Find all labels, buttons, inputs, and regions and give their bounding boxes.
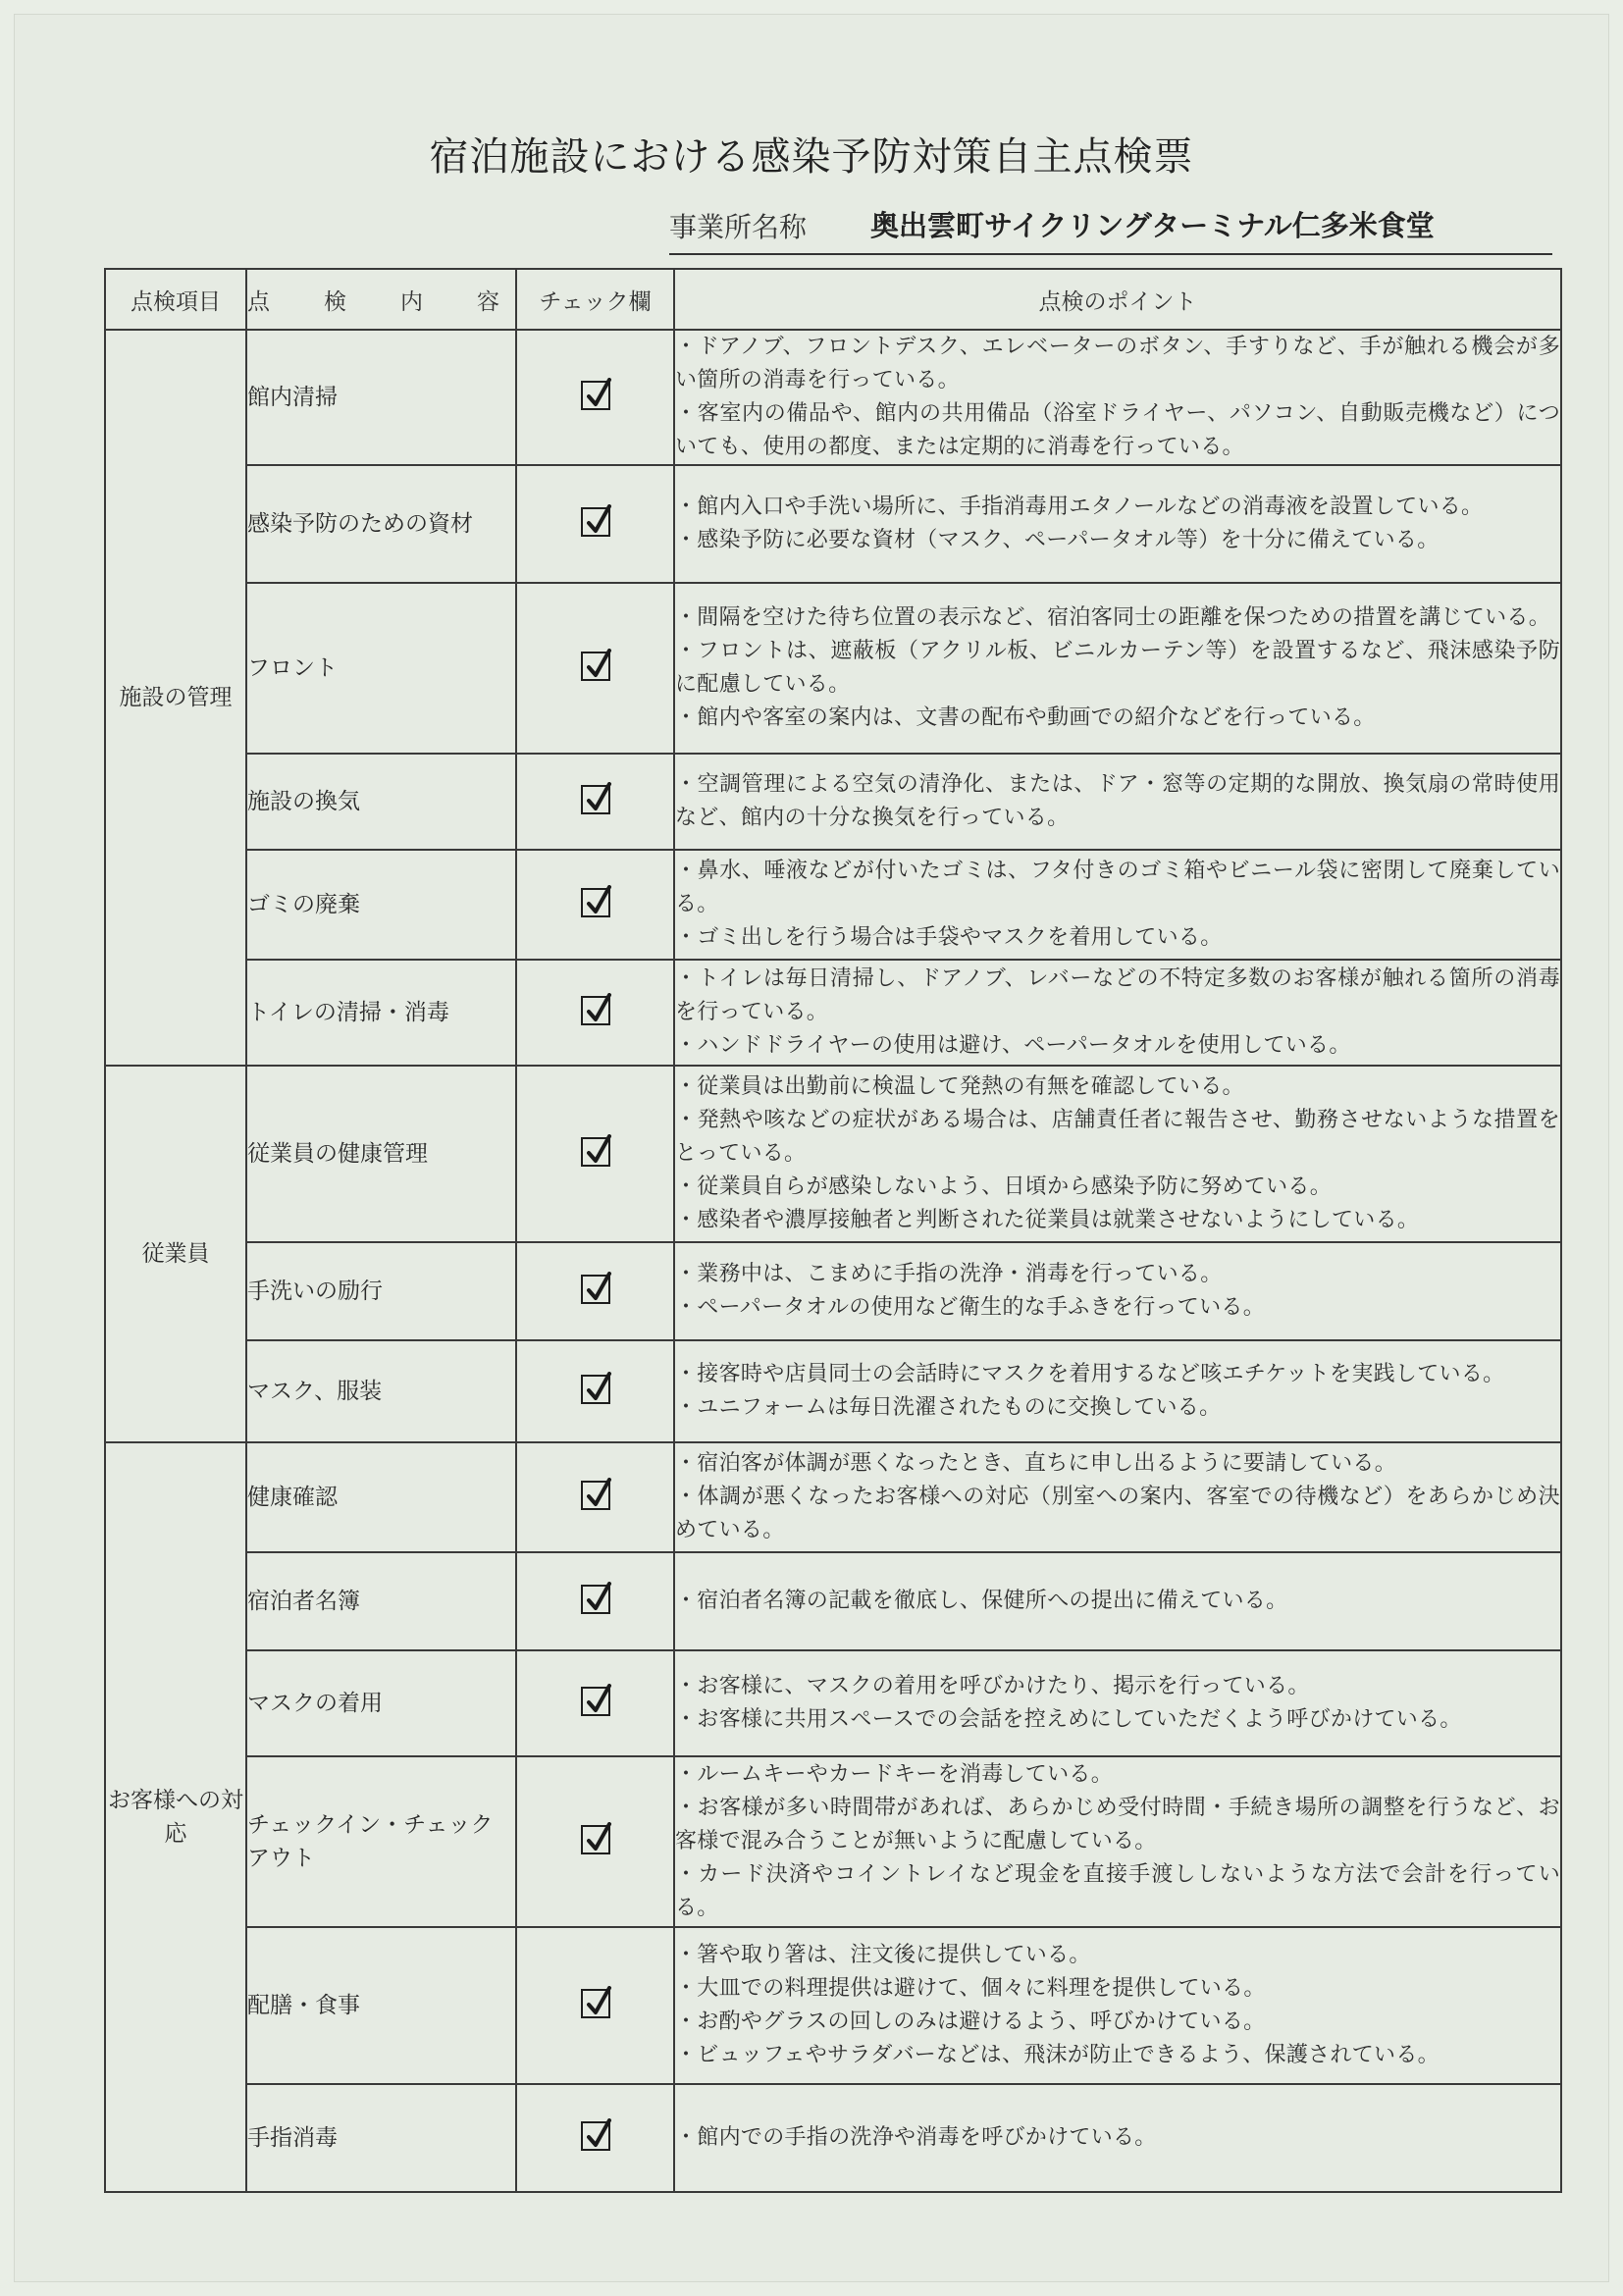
checkmark-icon: [584, 1822, 615, 1855]
check-points: [674, 1756, 1561, 1927]
check-item: マスク、服装: [246, 1340, 516, 1442]
check-item: 健康確認: [246, 1442, 516, 1552]
check-points: [674, 754, 1561, 850]
table-row: [105, 754, 1561, 850]
checkbox[interactable]: [581, 1375, 610, 1404]
point-text: ・間隔を空けた待ち位置の表示など、宿泊客同士の距離を保つための措置を講じている。: [675, 605, 1551, 630]
office-label: 事業所名称: [669, 211, 808, 243]
point-text: ・従業員は出勤前に検温して発熱の有無を確認している。: [675, 1074, 1244, 1099]
point-text: ・宿泊客が体調が悪くなったとき、直ちに申し出るように要請している。: [675, 1451, 1397, 1476]
point-text: ・ゴミ出しを行う場合は手袋やマスクを着用している。: [675, 925, 1223, 950]
checkbox[interactable]: [581, 1687, 610, 1716]
checkmark-icon: [584, 649, 615, 682]
checkmark-icon: [584, 885, 615, 918]
checkmark-icon: [584, 378, 615, 411]
checkmark-icon: [584, 782, 615, 815]
check-cell: [516, 1552, 674, 1650]
table-body: [105, 330, 1561, 2192]
check-points: [674, 1927, 1561, 2084]
point-text: ・カード決済やコイントレイなど現金を直接手渡ししないような方法で会計を行っている。: [675, 1862, 1560, 1920]
checklist-table: [104, 268, 1562, 2193]
table-row: [105, 850, 1561, 960]
checkbox[interactable]: [581, 1137, 610, 1167]
checkbox[interactable]: [581, 652, 610, 681]
checkmark-icon: [584, 504, 615, 538]
check-item: 従業員の健康管理: [246, 1066, 516, 1242]
check-points: [674, 850, 1561, 960]
table-row: [105, 1066, 1561, 1242]
check-item: 施設の換気: [246, 754, 516, 850]
point-text: ・ドアノブ、フロントデスク、エレベーターのボタン、手すりなど、手が触れる機会が多い箇所の消毒を行っている。: [675, 335, 1560, 392]
checkbox[interactable]: [581, 1481, 610, 1510]
check-item: マスクの着用: [246, 1650, 516, 1756]
category-staff: 従業員: [105, 1066, 246, 1442]
point-text: ・体調が悪くなったお客様への対応（別室への案内、客室での待機など）をあらかじめ決めている。: [675, 1485, 1560, 1542]
point-text: ・箸や取り箸は、注文後に提供している。: [675, 1943, 1091, 1967]
table-row: [105, 960, 1561, 1066]
point-text: ・大皿での料理提供は避けて、個々に料理を提供している。: [675, 1976, 1266, 2001]
checkbox[interactable]: [581, 785, 610, 814]
point-text: ・ハンドドライヤーの使用は避け、ペーパータオルを使用している。: [675, 1033, 1351, 1058]
category-customer: お客様への対応: [105, 1442, 246, 2192]
table-row: [105, 1442, 1561, 1552]
point-text: ・お客様に、マスクの着用を呼びかけたり、掲示を行っている。: [675, 1674, 1310, 1698]
point-text: ・宿泊者名簿の記載を徹底し、保健所への提出に備えている。: [675, 1589, 1288, 1613]
point-text: ・館内や客室の案内は、文書の配布や動画での紹介などを行っている。: [675, 705, 1376, 730]
point-text: ・フロントは、遮蔽板（アクリル板、ビニルカーテン等）を設置するなど、飛沫感染予防に配慮している。: [675, 639, 1560, 697]
check-points: [674, 1552, 1561, 1650]
check-points: [674, 1066, 1561, 1242]
check-points: [674, 960, 1561, 1066]
checkmark-icon: [584, 1272, 615, 1305]
checkmark-icon: [584, 1372, 615, 1405]
check-cell: [516, 2084, 674, 2192]
point-text: ・客室内の備品や、館内の共用備品（浴室ドライヤー、パソコン、自動販売機など）についても、使用の都度、または定期的に消毒を行っている。: [675, 401, 1560, 459]
point-text: ・感染者や濃厚接触者と判断された従業員は就業させないようにしている。: [675, 1208, 1420, 1232]
checkmark-icon: [584, 1134, 615, 1168]
checkbox[interactable]: [581, 996, 610, 1025]
check-item: フロント: [246, 583, 516, 754]
checkmark-icon: [584, 2118, 615, 2152]
check-item: 感染予防のための資材: [246, 465, 516, 583]
point-text: ・ルームキーやカードキーを消毒している。: [675, 1762, 1114, 1787]
office-name-field: [669, 204, 1552, 255]
checkbox[interactable]: [581, 381, 610, 410]
point-text: ・お客様に共用スペースでの会話を控えめにしていただくよう呼びかけている。: [675, 1707, 1462, 1732]
point-text: ・ビュッフェやサラダバーなどは、飛沫が防止できるよう、保護されている。: [675, 2043, 1440, 2067]
check-item: 館内清掃: [246, 330, 516, 465]
check-cell: [516, 960, 674, 1066]
check-item: 宿泊者名簿: [246, 1552, 516, 1650]
check-cell: [516, 1650, 674, 1756]
checkbox[interactable]: [581, 1275, 610, 1304]
table-row: [105, 330, 1561, 465]
check-item: 配膳・食事: [246, 1927, 516, 2084]
category-facility: 施設の管理: [105, 330, 246, 1066]
table-row: [105, 1650, 1561, 1756]
check-points: [674, 1442, 1561, 1552]
check-cell: [516, 1927, 674, 2084]
table-row: [105, 465, 1561, 583]
header-row: [105, 269, 1561, 330]
document-title: 宿泊施設における感染予防対策自主点検票: [429, 134, 1194, 180]
check-points: [674, 1340, 1561, 1442]
point-text: ・館内入口や手洗い場所に、手指消毒用エタノールなどの消毒液を設置している。: [675, 495, 1484, 519]
checkbox[interactable]: [581, 1989, 610, 2018]
point-text: ・お酌やグラスの回しのみは避けるよう、呼びかけている。: [675, 2009, 1266, 2034]
check-item: トイレの清掃・消毒: [246, 960, 516, 1066]
header-content: 点 検 内 容: [246, 269, 516, 330]
point-text: ・感染予防に必要な資材（マスク、ペーパータオル等）を十分に備えている。: [675, 528, 1440, 552]
checkmark-icon: [584, 1478, 615, 1511]
table-row: [105, 1340, 1561, 1442]
point-text: ・お客様が多い時間帯があれば、あらかじめ受付時間・手続き場所の調整を行うなど、お客様で混み合うことが無いように配慮している。: [675, 1796, 1560, 1853]
point-text: ・館内での手指の洗浄や消毒を呼びかけている。: [675, 2125, 1157, 2150]
point-text: ・発熱や咳などの症状がある場合は、店舗責任者に報告させ、勤務させないような措置をとっている。: [675, 1108, 1560, 1166]
point-text: ・空調管理による空気の清浄化、または、ドア・窓等の定期的な開放、換気扇の常時使用など、館内の十分な換気を行っている。: [675, 772, 1560, 830]
check-cell: [516, 1340, 674, 1442]
check-cell: [516, 465, 674, 583]
point-text: ・トイレは毎日清掃し、ドアノブ、レバーなどの不特定多数のお客様が触れる箇所の消毒を行っている。: [675, 966, 1560, 1024]
check-cell: [516, 330, 674, 465]
table-row: [105, 583, 1561, 754]
check-points: [674, 330, 1561, 465]
check-points: [674, 1650, 1561, 1756]
table-row: [105, 1756, 1561, 1927]
table-row: [105, 1552, 1561, 1650]
check-points: [674, 1242, 1561, 1340]
point-text: ・ユニフォームは毎日洗濯されたものに交換している。: [675, 1395, 1222, 1420]
check-cell: [516, 1756, 674, 1927]
checkbox[interactable]: [581, 507, 610, 537]
point-text: ・鼻水、唾液などが付いたゴミは、フタ付きのゴミ箱やビニール袋に密閉して廃棄している。: [675, 859, 1560, 916]
point-text: ・接客時や店員同士の会話時にマスクを着用するなど咳エチケットを実践している。: [675, 1362, 1505, 1386]
check-cell: [516, 1242, 674, 1340]
header-check: チェック欄: [516, 269, 674, 330]
check-cell: [516, 754, 674, 850]
checkmark-icon: [584, 993, 615, 1026]
check-item: 手指消毒: [246, 2084, 516, 2192]
table-row: [105, 1242, 1561, 1340]
checkmark-icon: [584, 1684, 615, 1717]
office-name: 奥出雲町サイクリングターミナル仁多米食堂: [870, 209, 1435, 242]
check-cell: [516, 1066, 674, 1242]
checkbox[interactable]: [581, 1825, 610, 1854]
check-cell: [516, 850, 674, 960]
check-points: [674, 583, 1561, 754]
table-row: [105, 1927, 1561, 2084]
checkbox[interactable]: [581, 1585, 610, 1614]
check-points: [674, 465, 1561, 583]
check-cell: [516, 1442, 674, 1552]
point-text: ・ペーパータオルの使用など衛生的な手ふきを行っている。: [675, 1295, 1266, 1320]
header-category: 点検項目: [105, 269, 246, 330]
checkmark-icon: [584, 1582, 615, 1615]
header-points: 点検のポイント: [674, 269, 1561, 330]
check-item: ゴミの廃棄: [246, 850, 516, 960]
table-row: [105, 2084, 1561, 2192]
checkmark-icon: [584, 1986, 615, 2019]
point-text: ・業務中は、こまめに手指の洗浄・消毒を行っている。: [675, 1262, 1223, 1286]
checkbox[interactable]: [581, 2121, 610, 2151]
check-cell: [516, 583, 674, 754]
check-points: [674, 2084, 1561, 2192]
checkbox[interactable]: [581, 888, 610, 917]
check-item: チェックイン・チェックアウト: [246, 1756, 516, 1927]
check-item: 手洗いの励行: [246, 1242, 516, 1340]
point-text: ・従業員自らが感染しないよう、日頃から感染予防に努めている。: [675, 1174, 1333, 1199]
